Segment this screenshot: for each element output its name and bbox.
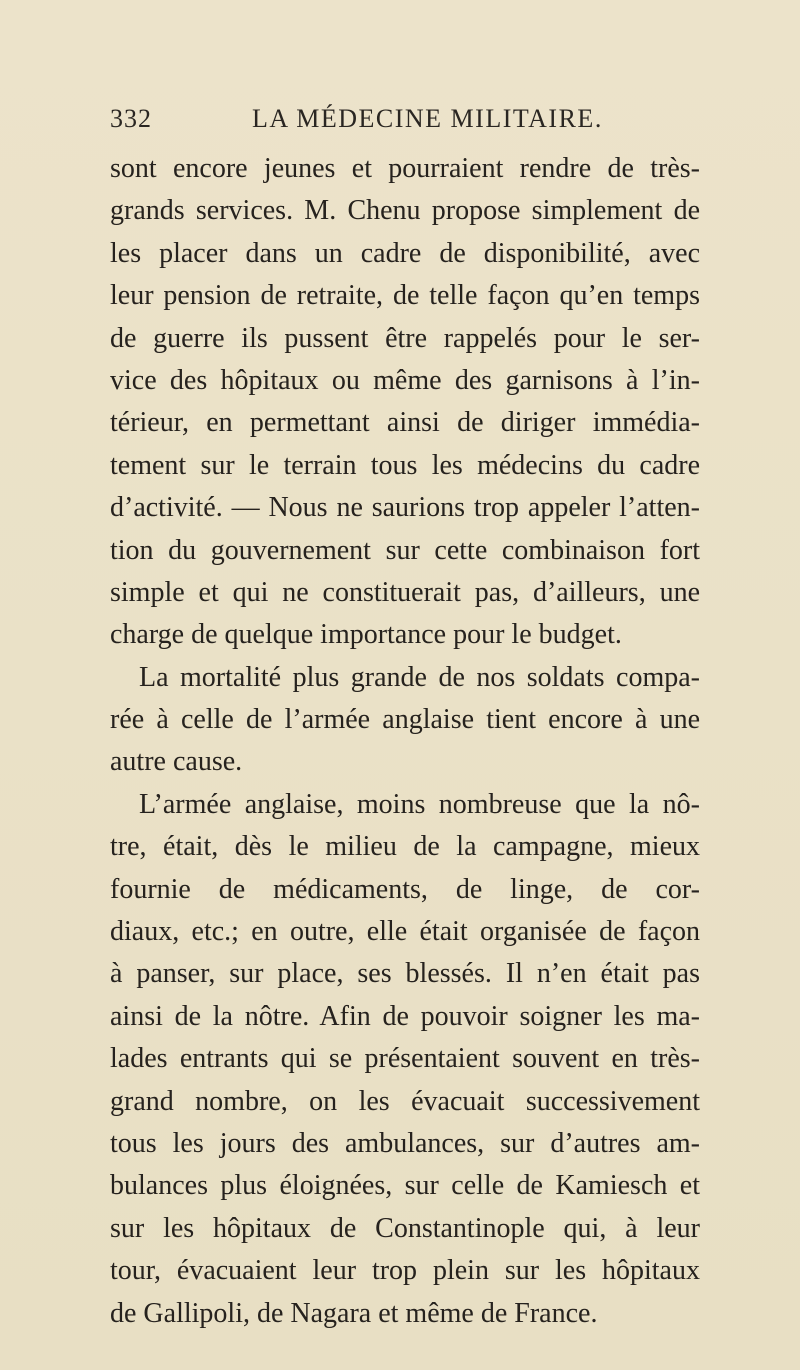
text-line: térieur, en permettant ainsi de diriger immédia- (110, 407, 700, 439)
text-line: rée à celle de l’armée anglaise tient encore à une (110, 704, 700, 736)
text-line: les placer dans un cadre de disponibilité, avec (110, 237, 700, 269)
text-line: grand nombre, on les évacuait successivement (110, 1085, 700, 1117)
text-line: leur pension de retraite, de telle façon qu’en temps (110, 280, 700, 312)
text-line: fournie de médicaments, de linge, de cor- (110, 873, 700, 905)
text-line: sur les hôpitaux de Constantinople qui, à leur (110, 1212, 700, 1244)
running-title: LA MÉDECINE MILITAIRE. (252, 104, 603, 133)
paragraph (110, 148, 700, 657)
text-line: de guerre ils pussent être rappelés pour le ser- (110, 322, 700, 354)
text-line: vice des hôpitaux ou même des garnisons à l’in- (110, 364, 700, 396)
text-line: diaux, etc.; en outre, elle était organisée de façon (110, 916, 700, 948)
text-line: sont encore jeunes et pourraient rendre de très- (110, 153, 700, 184)
text-line: L’armée anglaise, moins nombreuse que la nô- (139, 788, 700, 820)
text-line: grands services. M. Chenu propose simplement de (110, 195, 700, 227)
text-line: autre cause. (110, 746, 243, 778)
text-line: charge de quelque importance pour le budget. (110, 619, 622, 651)
text-line: ainsi de la nôtre. Afin de pouvoir soigner les ma- (110, 1000, 700, 1032)
paragraph (110, 657, 700, 784)
page-header (110, 104, 710, 144)
text-line: tion du gouvernement sur cette combinaison fort (110, 534, 700, 566)
text-line: d’activité. — Nous ne saurions trop appeler l’atten- (110, 492, 700, 524)
paragraph (110, 784, 700, 1335)
text-line: à panser, sur place, ses blessés. Il n’en était pas (110, 958, 700, 990)
text-line: simple et qui ne constituerait pas, d’ailleurs, une (110, 576, 700, 608)
text-line: tous les jours des ambulances, sur d’autres am- (110, 1127, 700, 1159)
text-line: La mortalité plus grande de nos soldats compa- (139, 661, 700, 693)
text-line: tour, évacuaient leur trop plein sur les hôpitaux (110, 1255, 700, 1287)
text-line: tement sur le terrain tous les médecins du cadre (110, 449, 700, 481)
text-line: bulances plus éloignées, sur celle de Kamiesch et (110, 1170, 700, 1202)
text-line: lades entrants qui se présentaient souvent en très- (110, 1043, 700, 1075)
text-line: tre, était, dès le milieu de la campagne, mieux (110, 831, 700, 863)
text-line: de Gallipoli, de Nagara et même de France. (110, 1297, 598, 1329)
page-number: 332 (110, 104, 152, 133)
body-text (110, 148, 700, 1335)
